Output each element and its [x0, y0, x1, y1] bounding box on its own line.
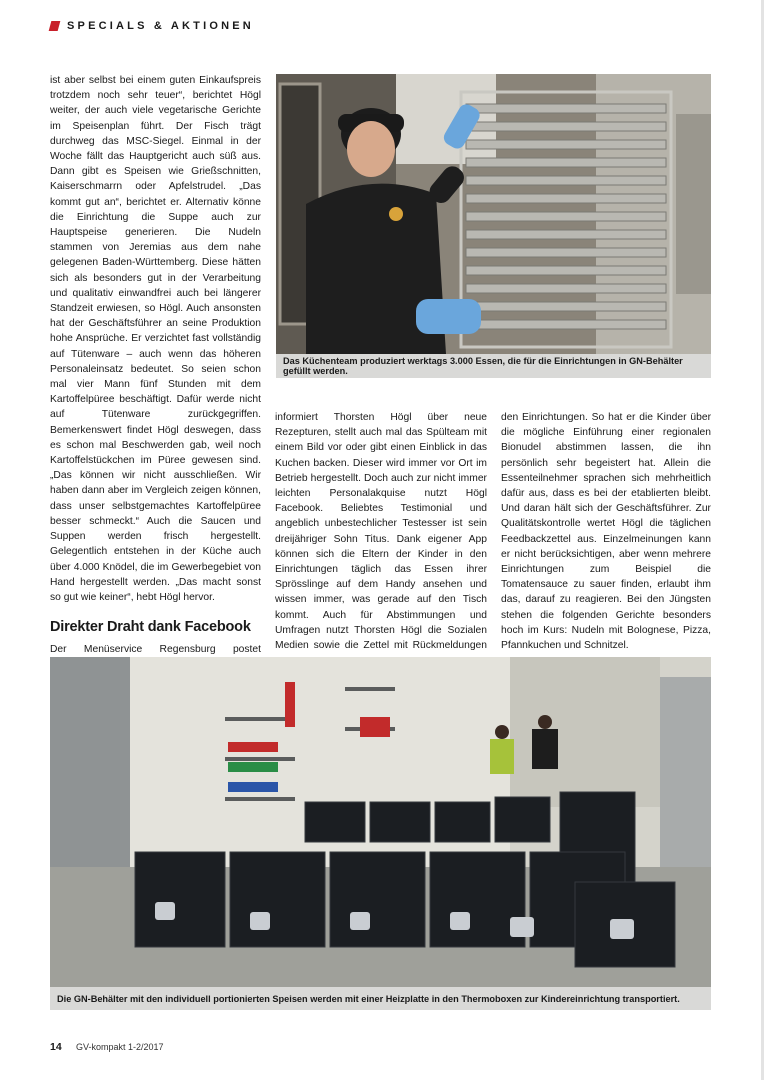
section-marker [49, 21, 61, 31]
kitchen-photo-image [276, 74, 711, 354]
article-column-2 [275, 410, 487, 668]
article-column-1 [50, 73, 261, 688]
photo-caption-1: Das Küchenteam produziert werktags 3.000 Essen, die für die Einrichtungen in GN-Behälter gefüllt werden. [276, 354, 711, 378]
thermobox-photo-image [50, 657, 711, 987]
magazine-issue: GV-kompakt 1-2/2017 [76, 1042, 164, 1052]
body-paragraph: Der Menüservice Regensburg postet [50, 644, 261, 656]
thermobox-photo [50, 657, 711, 987]
body-paragraph: den Einrichtungen. So hat er die Kinder über die mögliche Einführung einer regionalen Bionudel abstimmen lassen, die ihn persönlich sehr begeistert hat. Allein die Essenteilnehmer sprachen sich mehrheitlich dafür aus, dass es bei der etablierten bleibt. Und daran hält sich der Geschäftsführer. Zur Qualitätskontrolle wertet Högl die täglichen Feedbackzettel aus. Einzelmeinungen kann er nicht berücksichtigen, aber wenn mehrere Einrichtungen zum Beispiel die Tomatensauce zu sauer finden, erlaubt ihm das, darauf zu reagieren. Bei den Jüngsten stehen die folgenden Gerichte besonders hoch im Kurs: Nudeln mit Bolognese, Pizza, Pfannkuchen und Schnitzel. [501, 412, 711, 652]
body-paragraph: informiert Thorsten Högl über neue Rezepturen, stellt auch mal das Spülteam mit einem Bild vor oder gibt einen Einblick in das Kuchen backen. Dieser wird immer vor Ort im Betrieb hergestellt. Doch auch zur nicht immer leichten Personalakquise nutzt Högl Facebook. Beliebtes Testimonial und angeblich unbestechlicher Testesser ist sein dreijähriger Sohn Titus. Dank eigener App können sich die Eltern der Kinder in den Einrichtungen täglich das Essen ihrer Sprösslinge auf dem Handy ansehen und wissen immer, was gerade auf den Tisch kommt. Auch für Abstimmungen und Umfragen nutzt Thorsten Högl die Sozialen Medien sowie die Zettel mit Rückmeldungen [275, 412, 487, 652]
photo-caption-2: Die GN-Behälter mit den individuell portionierten Speisen werden mit einer Heizplatte in den Thermoboxen zur Kindereinrichtung transportiert. [50, 987, 711, 1010]
article-column-3 [501, 410, 711, 653]
kitchen-photo [276, 74, 711, 354]
body-paragraph: ist aber selbst bei einem guten Einkaufspreis trotzdem noch sehr teuer“, berichtet Högl weiter, der auch viele vegetarische Gerichte im Speisenplan führt. Der Fisch trägt durchweg das MSC-Siegel. Einmal in der Woche fällt das Hauptgericht auch süß aus. Dann gibt es Speisen wie Grießschnitten, Kaiserschmarrn oder Apfelstrudel. „Das kommt gut an“, berichtet er. Alternativ könne die Einrichtung die Suppe auch zur Hauptspeise generieren. Die Nudeln stammen von Jeremias aus dem nahe gelegenen Baden-Württemberg. Diese hätten sich als besonders gut in der Verarbeitung und qualitativ einwandfrei auch bei längerer Standzeit erwiesen, so Högl. Auch ansonsten hat der Geschäftsführer an seine Produktion hohe Ansprüche. Er verzichtet fast vollständig auf Tütenware – auch wenn das höheren Personaleinsatz bedeutet. So seien schon mal vier Mann fünf Stunden mit dem Kartoffelpüree beschäftigt. Dafür werde nicht auf Tütenware zurückgegriffen. Bemerkenswert findet Högl deswegen, dass es schon mal Beschwerden gab, weil noch Kartoffelstückchen im Püree gewesen sind. „Das können wir nicht ausschließen. Wir haben dann aber im Vergleich zeigen können, dass unser selbstgemachtes Kartoffelpüree besser schmeckt.“ Auch die Saucen und Suppen werden frisch hergestellt. Gelegentlich entstehen in der Küche auch über 4.000 Knödel, die im Gewerbegebiet von Hand hergestellt werden. „Das macht sonst so gut wie keiner“, hebt Högl hervor. [50, 75, 261, 603]
section-title: SPECIALS & AKTIONEN [67, 20, 254, 32]
page-number: 14 [50, 1041, 62, 1053]
subheading: Direkter Draht dank Facebook [50, 619, 251, 636]
